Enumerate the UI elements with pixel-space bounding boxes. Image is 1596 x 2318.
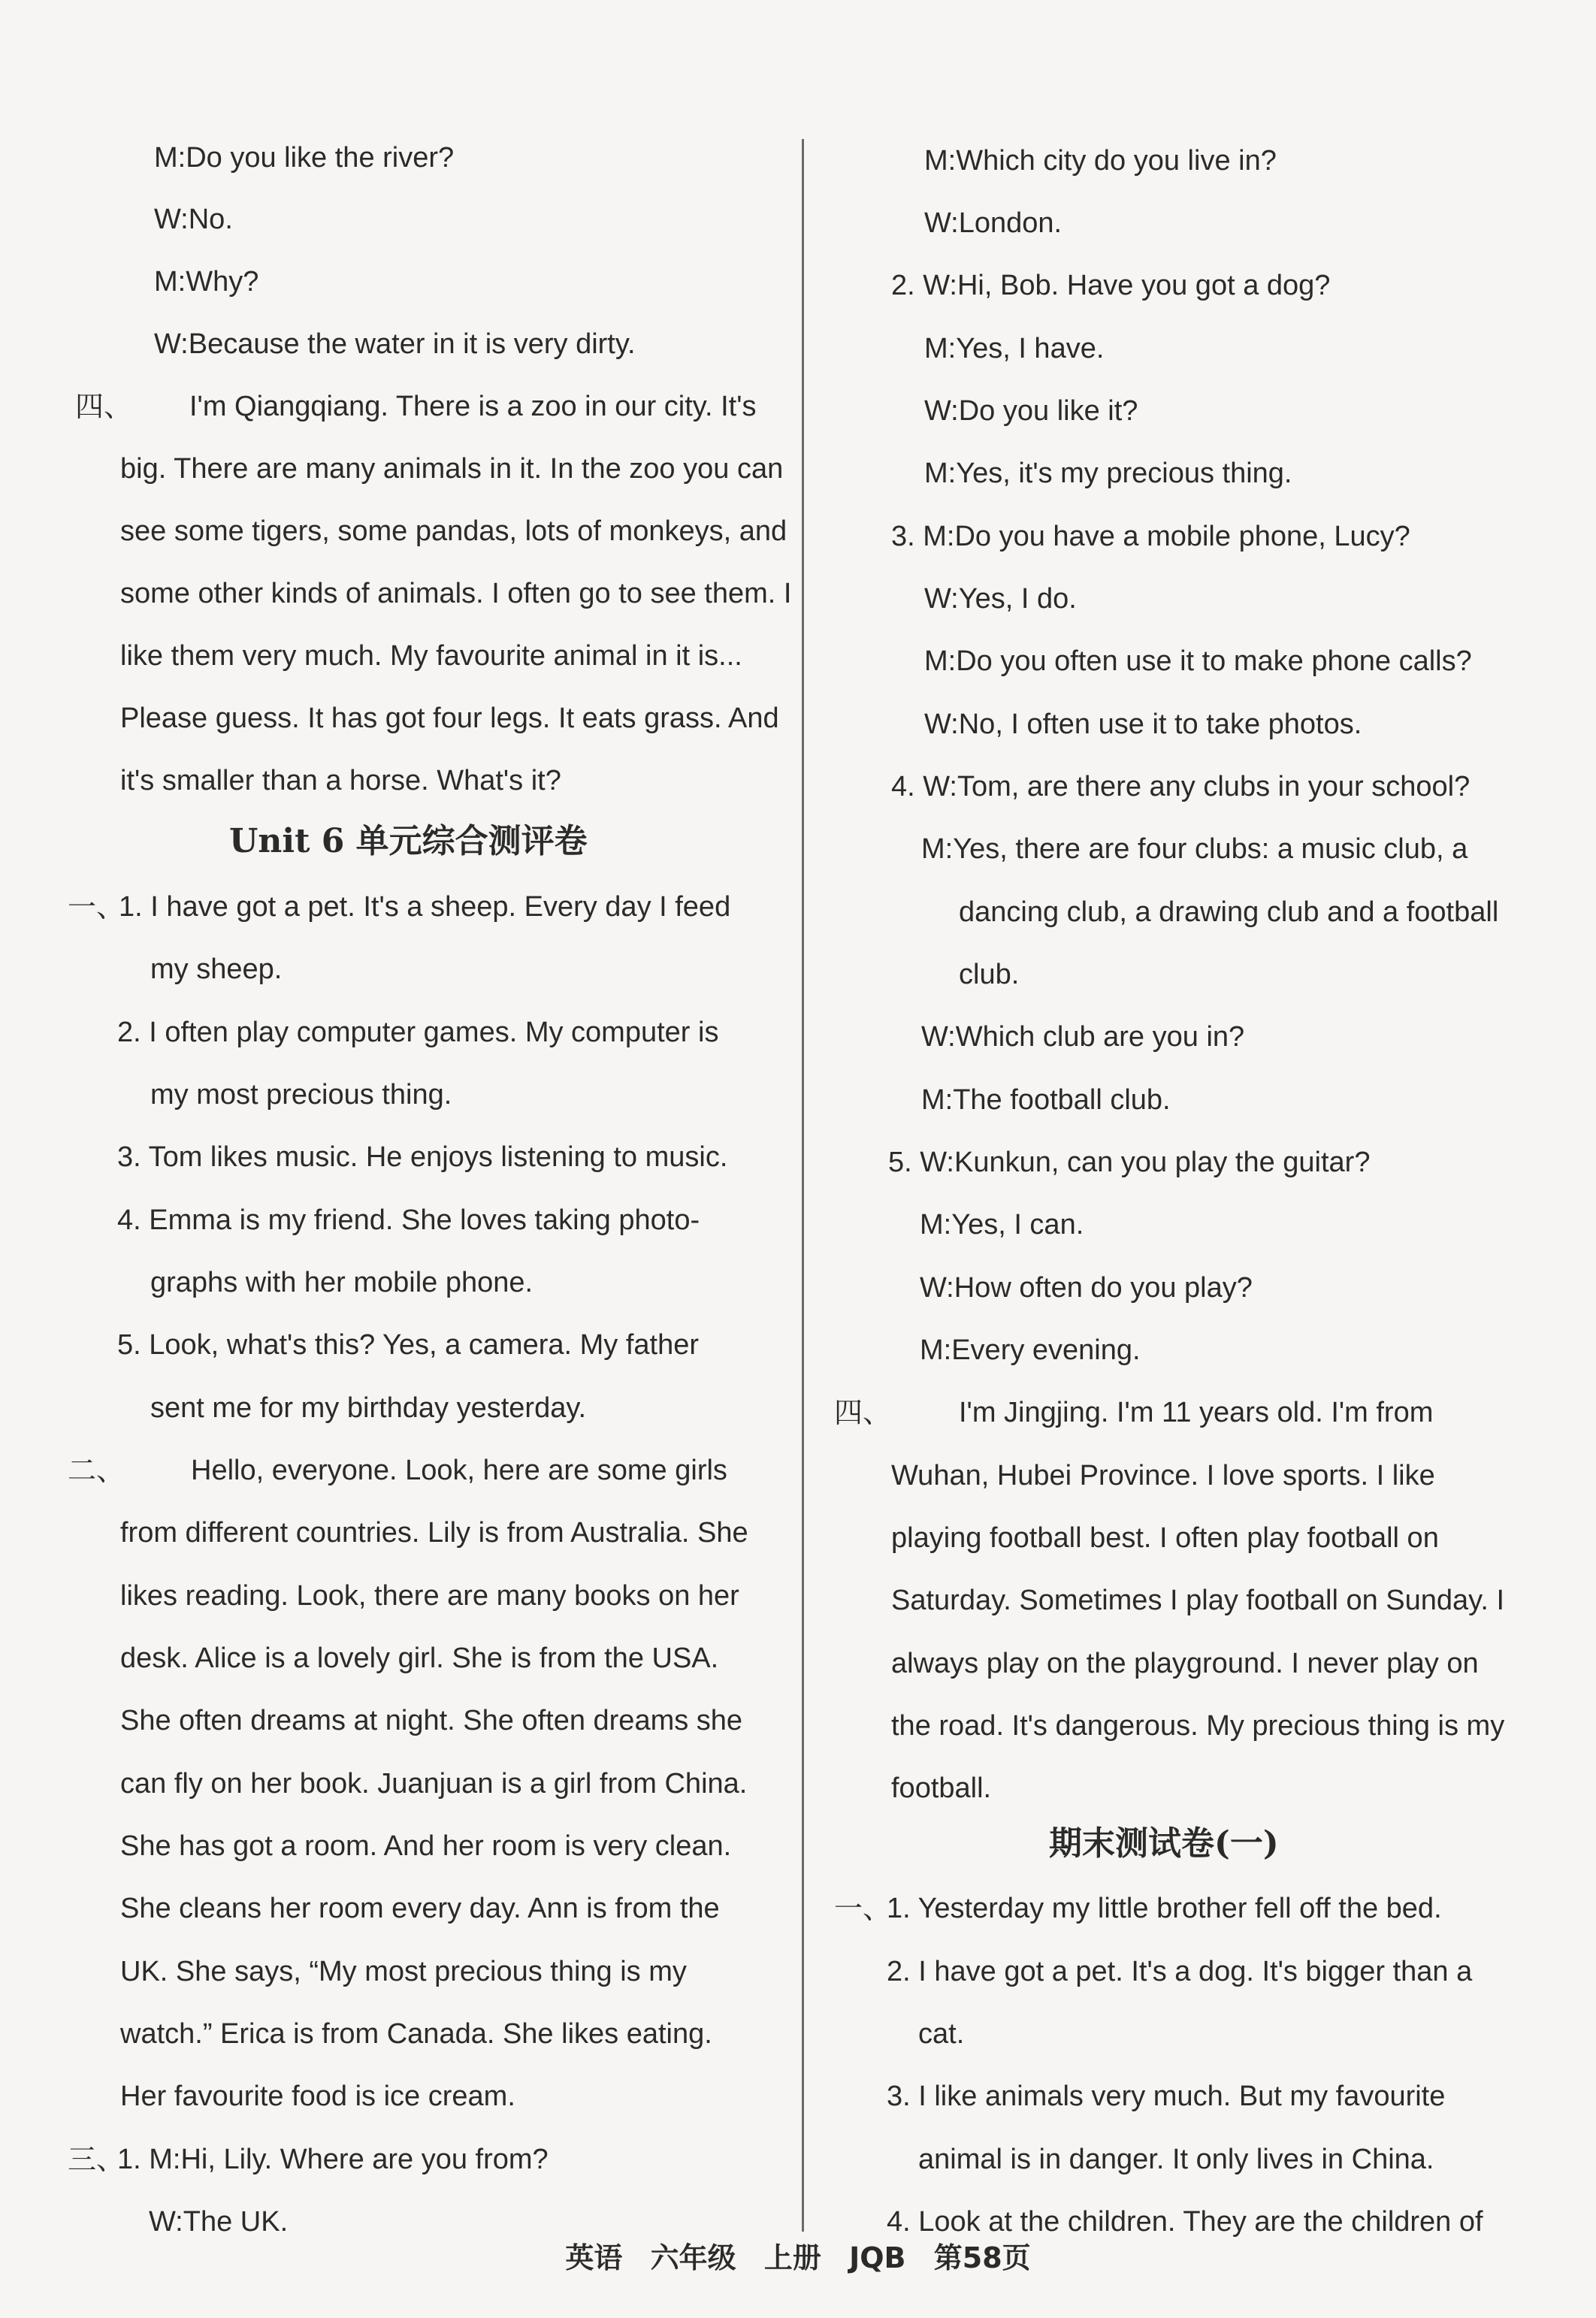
passage-line: She has got a room. And her room is very clean. — [120, 1830, 732, 1862]
dialog-line: M:Why? — [154, 266, 259, 298]
final-exam-heading: 期末测试卷(一) — [1049, 1824, 1279, 1863]
dialog-line: M:Yes, there are four clubs: a music club, a — [921, 833, 1468, 865]
item-line: graphs with her mobile phone. — [150, 1267, 534, 1298]
dialog-line: M:Every evening. — [920, 1334, 1141, 1366]
item-line: 1. I have got a pet. It's a sheep. Every day I feed — [119, 891, 731, 923]
dialog-line: W:How often do you play? — [920, 1272, 1253, 1304]
dialog-line: M:The football club. — [921, 1084, 1171, 1116]
dialog-line: 2. W:Hi, Bob. Have you got a dog? — [891, 270, 1331, 301]
dialog-line: dancing club, a drawing club and a football — [959, 896, 1499, 928]
dialog-line: 3. M:Do you have a mobile phone, Lucy? — [891, 521, 1410, 552]
item-line: 3. Tom likes music. He enjoys listening to music. — [117, 1141, 728, 1173]
passage-line: see some tigers, some pandas, lots of monkeys, and — [120, 515, 787, 547]
dialog-line: M:Yes, I can. — [920, 1209, 1084, 1241]
section-marker: 一、 — [68, 890, 125, 923]
item-line: 1. Yesterday my little brother fell off the bed. — [887, 1893, 1442, 1924]
passage-line: it's smaller than a horse. What's it? — [120, 765, 561, 796]
dialog-line: W:Do you like it? — [924, 395, 1138, 427]
dialog-line: club. — [959, 959, 1020, 990]
passage-line: Her favourite food is ice cream. — [120, 2081, 515, 2112]
passage-line: always play on the playground. I never play on — [891, 1648, 1479, 1679]
dialog-line: W:Because the water in it is very dirty. — [154, 328, 636, 360]
dialog-line: W:No, I often use it to take photos. — [924, 709, 1362, 740]
dialog-line: W:London. — [924, 207, 1062, 239]
passage-line: desk. Alice is a lovely girl. She is from the USA. — [120, 1643, 719, 1674]
item-line: 2. I have got a pet. It's a dog. It's bigger than a — [887, 1956, 1473, 1987]
dialog-line: M:Do you like the river? — [154, 142, 455, 174]
footer-edition: JQB — [849, 2241, 906, 2274]
dialog-line: M:Yes, it's my precious thing. — [924, 458, 1292, 489]
passage-line: some other kinds of animals. I often go to see them. I — [120, 578, 792, 609]
footer-page-number: 第58页 — [933, 2241, 1031, 2274]
item-line: my most precious thing. — [150, 1079, 452, 1111]
dialog-line: 4. W:Tom, are there any clubs in your school? — [891, 771, 1471, 802]
page-footer — [0, 2239, 1596, 2277]
footer-subject: 英语 — [565, 2241, 623, 2274]
section-marker: 一、 — [834, 1892, 892, 1925]
item-line: animal is in danger. It only lives in China. — [918, 2144, 1434, 2175]
dialog-line: W:Yes, I do. — [924, 583, 1077, 615]
passage-line: the road. It's dangerous. My precious thing is my — [891, 1710, 1505, 1742]
item-line: 4. Emma is my friend. She loves taking photo- — [117, 1204, 700, 1236]
passage-line: can fly on her book. Juanjuan is a girl from China. — [120, 1768, 748, 1800]
passage-line: likes reading. Look, there are many books on her — [120, 1580, 739, 1612]
dialog-line: W:Which club are you in? — [921, 1021, 1245, 1053]
section-marker: 四、 — [75, 390, 133, 423]
passage-line: Wuhan, Hubei Province. I love sports. I like — [891, 1460, 1435, 1491]
unit-heading: Unit 6 单元综合测评卷 — [229, 822, 588, 860]
passage-line: football. — [891, 1772, 992, 1804]
dialog-line: 5. W:Kunkun, can you play the guitar? — [888, 1147, 1371, 1178]
passage-line: Please guess. It has got four legs. It eats grass. And — [120, 703, 779, 734]
passage-line: She cleans her room every day. Ann is from the — [120, 1893, 720, 1924]
dialog-line: W:The UK. — [149, 2206, 289, 2238]
dialog-line: M:Yes, I have. — [924, 333, 1105, 364]
dialog-line: 1. M:Hi, Lily. Where are you from? — [117, 2144, 549, 2175]
passage-line: I'm Jingjing. I'm 11 years old. I'm from — [959, 1397, 1434, 1428]
dialog-line: M:Do you often use it to make phone calls? — [924, 645, 1472, 677]
passage-line: She often dreams at night. She often dreams she — [120, 1705, 743, 1736]
passage-line: Saturday. Sometimes I play football on Sunday. I — [891, 1585, 1505, 1616]
footer-volume: 上册 — [763, 2241, 821, 2274]
passage-line: UK. She says, “My most precious thing is my — [120, 1956, 687, 1987]
passage-line: like them very much. My favourite animal in it is... — [120, 640, 742, 672]
footer-grade: 六年级 — [650, 2241, 736, 2274]
passage-line: from different countries. Lily is from Australia. She — [120, 1517, 748, 1549]
item-line: 2. I often play computer games. My computer is — [117, 1017, 719, 1048]
item-line: sent me for my birthday yesterday. — [150, 1392, 587, 1424]
section-marker: 四、 — [834, 1396, 892, 1429]
item-line: my sheep. — [150, 953, 283, 985]
passage-line: playing football best. I often play football on — [891, 1522, 1439, 1554]
item-line: 5. Look, what's this? Yes, a camera. My father — [117, 1329, 699, 1361]
passage-line: watch.” Erica is from Canada. She likes eating. — [120, 2018, 712, 2050]
item-line: cat. — [918, 2018, 965, 2050]
passage-line: I'm Qiangqiang. There is a zoo in our city. It's — [189, 391, 757, 422]
item-line: 3. I like animals very much. But my favourite — [887, 2081, 1446, 2112]
section-marker: 三、 — [68, 2143, 125, 2176]
item-line: 4. Look at the children. They are the children of — [887, 2206, 1483, 2238]
column-divider — [802, 139, 804, 2232]
section-marker: 二、 — [68, 1454, 125, 1487]
dialog-line: W:No. — [154, 204, 233, 235]
dialog-line: M:Which city do you live in? — [924, 145, 1277, 177]
passage-line: big. There are many animals in it. In the zoo you can — [120, 453, 784, 485]
passage-line: Hello, everyone. Look, here are some girls — [191, 1455, 727, 1486]
